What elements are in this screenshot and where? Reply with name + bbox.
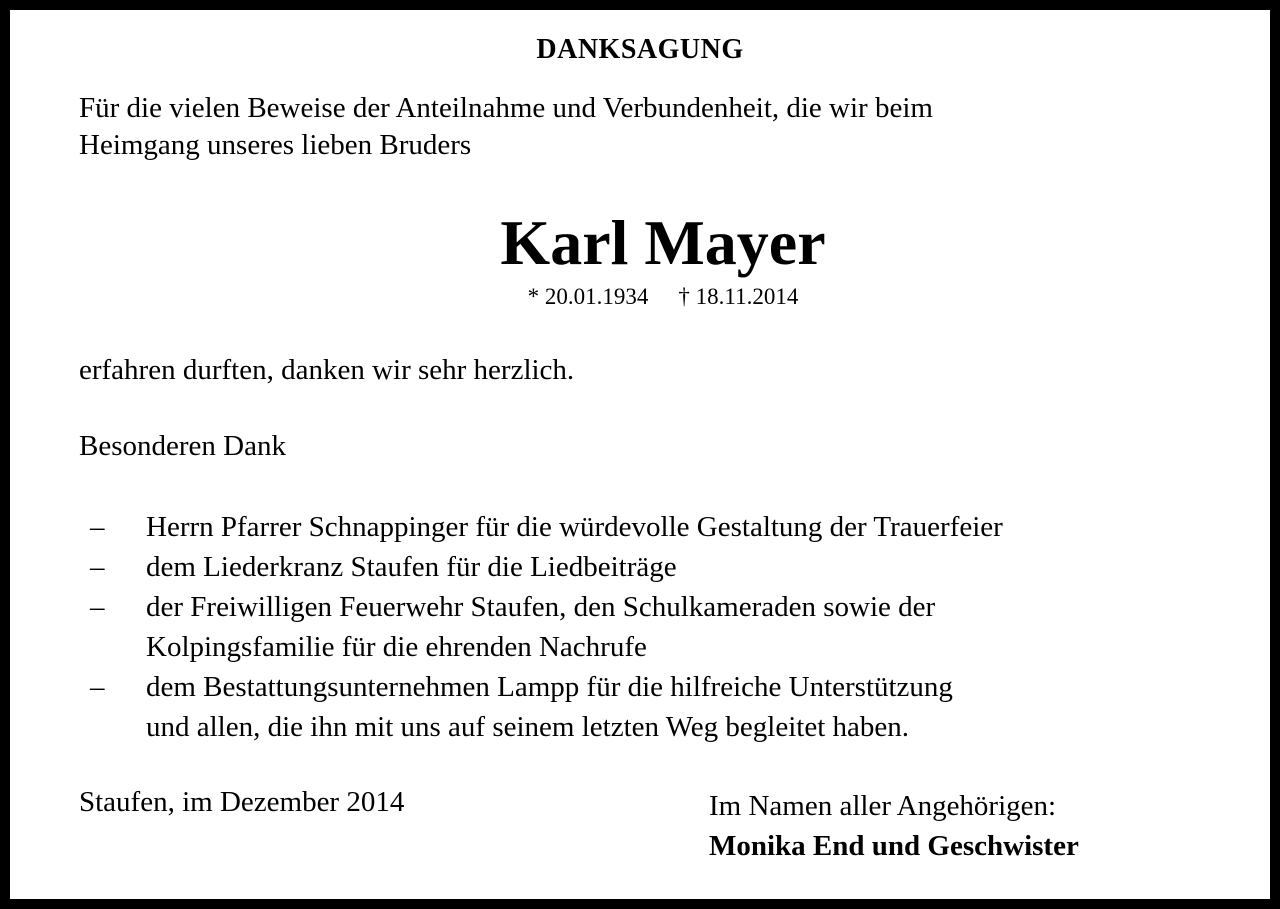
signature-intro: Im Namen aller Angehörigen: <box>709 790 1057 822</box>
closing-text: erfahren durften, danken wir sehr herzlich. <box>79 354 575 386</box>
list-item <box>79 667 1229 747</box>
list-item-line: Kolpingsfamilie für die ehrenden Nachrufe <box>146 631 647 663</box>
list-item <box>79 507 1229 547</box>
list-dash: – <box>90 591 105 623</box>
list-item-line: dem Bestattungsunternehmen Lampp für die hilfreiche Unterstützung <box>146 671 953 703</box>
list-item <box>79 587 1229 667</box>
thanks-list <box>79 507 1229 747</box>
obituary-notice <box>10 10 1270 899</box>
deceased-name: Karl Mayer <box>500 207 826 278</box>
place-date: Staufen, im Dezember 2014 <box>79 786 405 818</box>
list-dash: – <box>90 551 105 583</box>
list-item-line: dem Liederkranz Staufen für die Liedbeiträge <box>146 551 677 583</box>
death-date: † 18.11.2014 <box>678 284 799 309</box>
list-item <box>79 547 1229 587</box>
list-item-line: Herrn Pfarrer Schnappinger für die würdevolle Gestaltung der Trauerfeier <box>146 511 1003 543</box>
life-dates <box>10 284 1280 310</box>
signature-block <box>709 786 1079 866</box>
list-dash: – <box>90 511 105 543</box>
list-item-line: der Freiwilligen Feuerwehr Staufen, den Schulkameraden sowie der <box>146 591 936 623</box>
special-thanks-heading: Besonderen Dank <box>79 430 286 462</box>
list-dash: – <box>90 671 105 703</box>
list-item-line: und allen, die ihn mit uns auf seinem letzten Weg begleitet haben. <box>146 711 909 743</box>
intro-text <box>79 90 1199 164</box>
intro-line: Für die vielen Beweise der Anteilnahme und Verbundenheit, die wir beim <box>79 92 933 124</box>
signature-names: Monika End und Geschwister <box>709 830 1079 862</box>
intro-line: Heimgang unseres lieben Bruders <box>79 129 472 161</box>
birth-date: * 20.01.1934 <box>527 284 649 309</box>
notice-heading: DANKSAGUNG <box>536 34 744 65</box>
